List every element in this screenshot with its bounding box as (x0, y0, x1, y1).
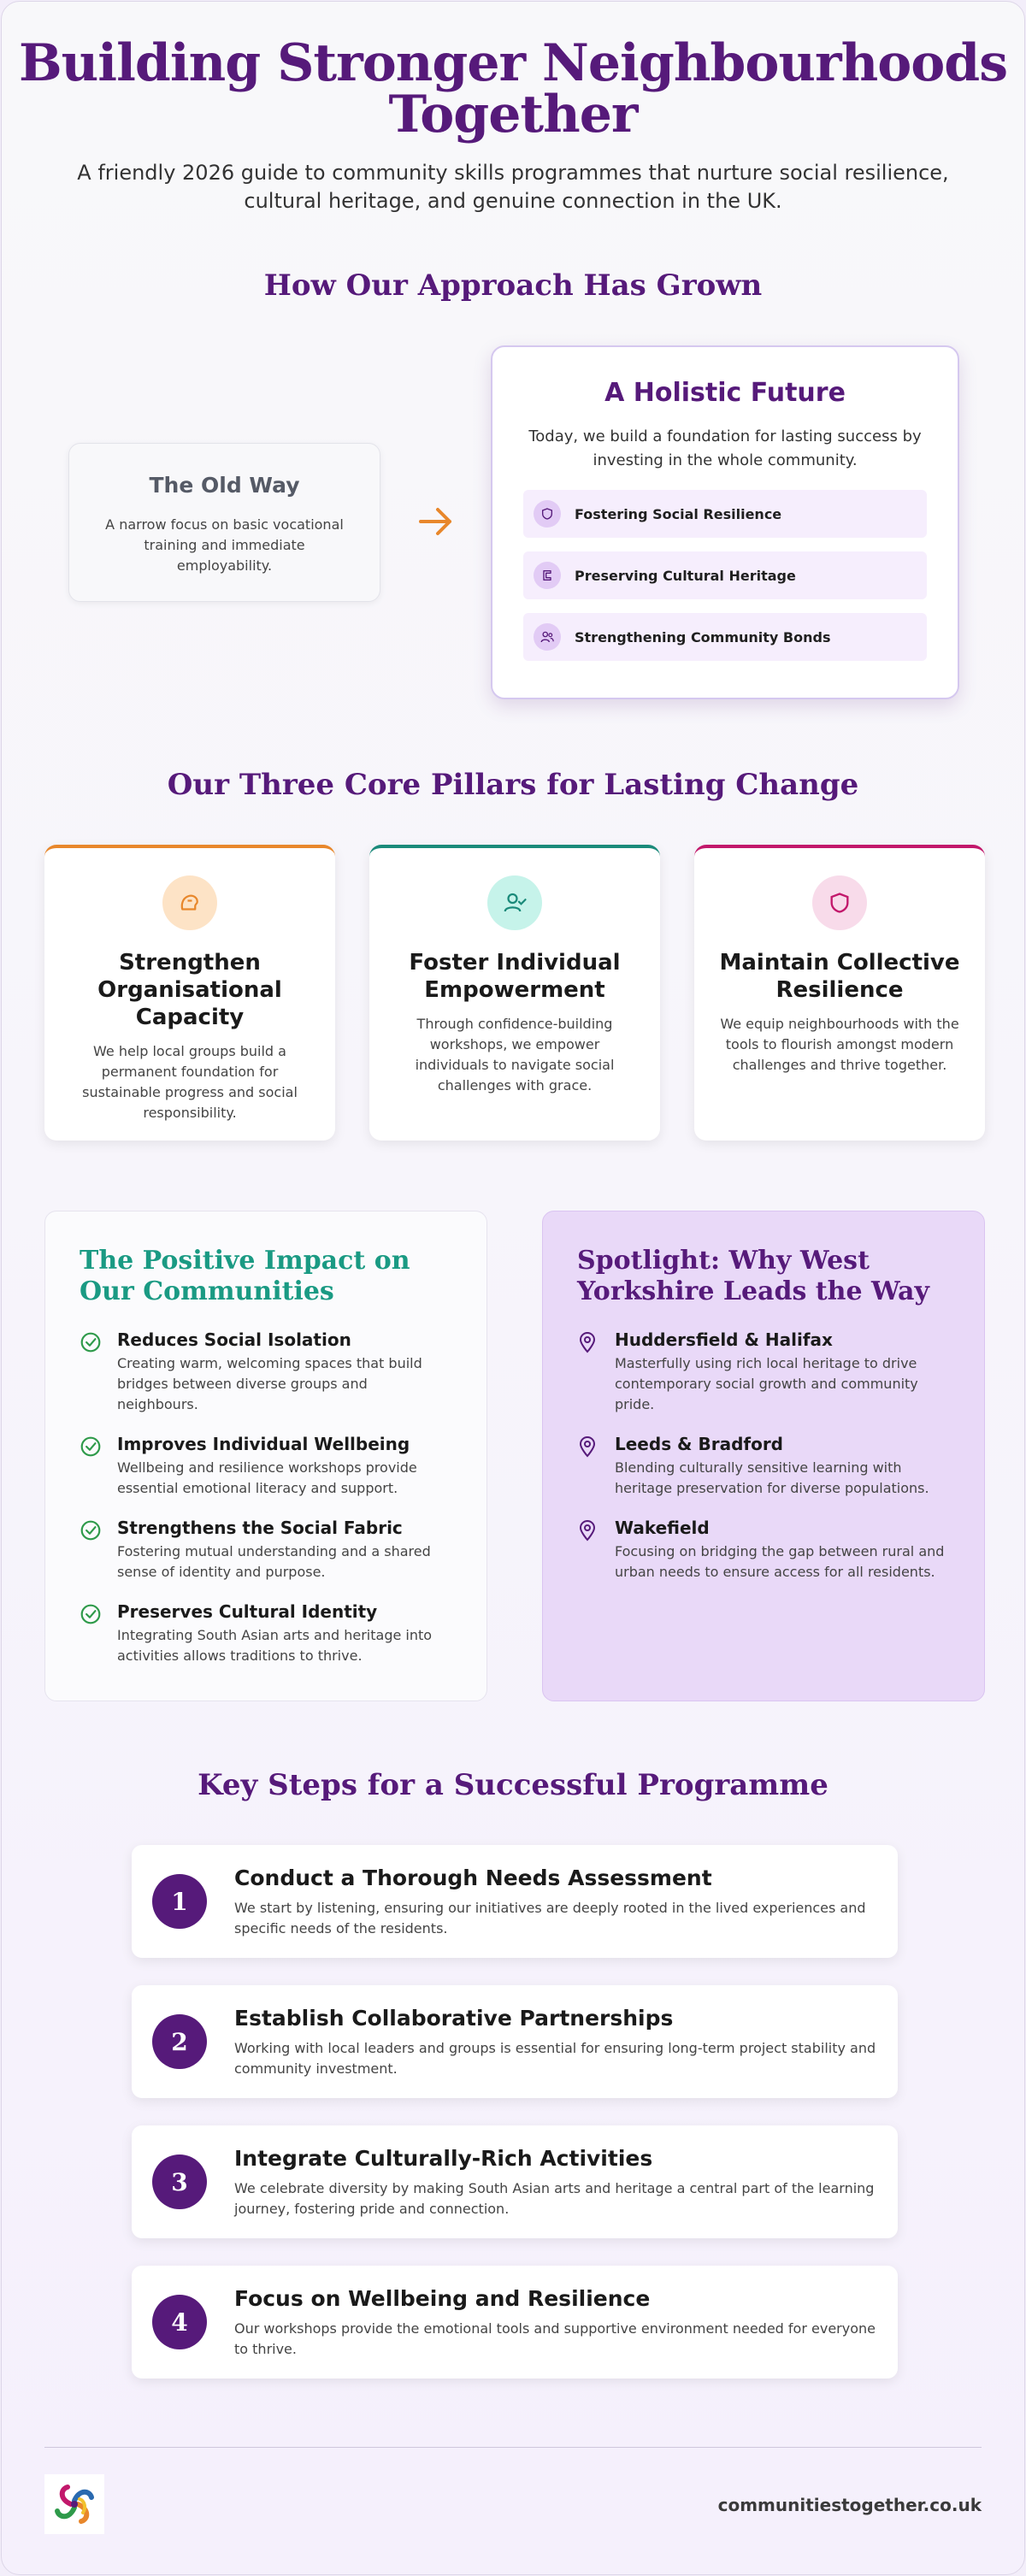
spotlight-item (577, 1329, 950, 1415)
pillar-title: Strengthen Organisational Capacity (97, 950, 282, 1030)
shield-icon (812, 875, 867, 930)
spotlight-item-title: Wakefield (615, 1518, 710, 1538)
map-pin-icon (577, 1434, 603, 1499)
impact-panel (44, 1211, 487, 1701)
holistic-future-title: A Holistic Future (604, 378, 846, 408)
impact-item-title: Strengthens the Social Fabric (117, 1518, 403, 1538)
page-title (2, 33, 1024, 144)
step-text: We start by listening, ensuring our initiatives are deeply rooted in the lived experiences and specific needs of the residents. (234, 1900, 866, 1936)
pillar-organisational-capacity (44, 845, 335, 1141)
pillar-text: We equip neighbourhoods with the tools to flourish amongst modern challenges and thrive together. (720, 1016, 959, 1073)
impact-item-title: Reduces Social Isolation (117, 1329, 351, 1350)
spotlight-item-title: Huddersfield & Halifax (615, 1329, 833, 1350)
impact-item-title: Improves Individual Wellbeing (117, 1434, 410, 1454)
user-check-icon (487, 875, 542, 930)
feature-label: Strengthening Community Bonds (575, 628, 831, 645)
impact-item-text: Wellbeing and resilience workshops provide essential emotional literacy and support. (117, 1459, 417, 1496)
impact-item (80, 1518, 452, 1583)
feature-cultural-heritage (523, 551, 927, 599)
holistic-future-card (491, 345, 959, 699)
impact-item-text: Integrating South Asian arts and heritage into activities allows traditions to thrive. (117, 1627, 433, 1664)
step-number: 4 (152, 2295, 207, 2349)
step-text: Working with local leaders and groups is essential for ensuring long-term project stability and community investment. (234, 2040, 876, 2077)
pillars-heading: Our Three Core Pillars for Lasting Change (167, 768, 859, 802)
steps-heading: Key Steps for a Successful Programme (198, 1768, 828, 1802)
impact-item-text: Creating warm, welcoming spaces that build bridges between diverse groups and neighbours. (117, 1355, 422, 1412)
pillar-title: Foster Individual Empowerment (409, 950, 621, 1003)
building-icon (162, 875, 217, 930)
step-text: We celebrate diversity by making South Asian arts and heritage a central part of the learning journey, fostering pride and connection. (234, 2180, 875, 2217)
holistic-future-text: Today, we build a foundation for lasting success by investing in the whole community. (528, 427, 922, 469)
step-card (132, 1985, 898, 2098)
shield-icon (534, 500, 561, 528)
impact-item (80, 1329, 452, 1415)
spotlight-item (577, 1434, 950, 1499)
spotlight-panel (542, 1211, 985, 1701)
title-line-1: Building Stronger Neighbourhoods (18, 33, 1008, 93)
old-way-text: A narrow focus on basic vocational training and immediate employability. (105, 516, 344, 574)
footer-divider (44, 2447, 982, 2448)
feature-label: Fostering Social Resilience (575, 505, 782, 522)
spotlight-item (577, 1518, 950, 1583)
spotlight-heading: Spotlight: Why West Yorkshire Leads the Way (577, 1246, 929, 1306)
check-circle-icon (80, 1518, 105, 1583)
infographic-page (1, 1, 1025, 2575)
impact-heading: The Positive Impact on Our Communities (80, 1246, 410, 1306)
check-circle-icon (80, 1329, 105, 1415)
old-way-card (68, 443, 380, 602)
users-icon (534, 623, 561, 651)
map-pin-icon (577, 1329, 603, 1415)
page-subtitle: A friendly 2026 guide to community skills programmes that nurture social resilience, cultural heritage, and genuine connection in the UK. (77, 161, 949, 213)
approach-heading: How Our Approach Has Grown (263, 268, 763, 303)
title-line-2: Together (388, 85, 638, 144)
step-number: 2 (152, 2014, 207, 2069)
scroll-icon (534, 562, 561, 589)
pillar-text: Through confidence-building workshops, we empower individuals to navigate social challenges with grace. (415, 1016, 615, 1093)
pillar-text: We help local groups build a permanent foundation for sustainable progress and social responsibility. (82, 1043, 298, 1121)
impact-item (80, 1601, 452, 1666)
step-card (132, 2266, 898, 2379)
step-text: Our workshops provide the emotional tools and supportive environment needed for everyone to thrive. (234, 2320, 876, 2357)
map-pin-icon (577, 1518, 603, 1583)
spotlight-item-title: Leeds & Bradford (615, 1434, 784, 1454)
step-title: Integrate Culturally-Rich Activities (234, 2146, 653, 2171)
step-card (132, 1845, 898, 1958)
website-url: communitiestogether.co.uk (717, 2495, 982, 2515)
pillar-title: Maintain Collective Resilience (719, 950, 960, 1003)
arrow-right-icon (416, 501, 457, 542)
spotlight-item-text: Focusing on bridging the gap between rural and urban needs to ensure access for all residents. (615, 1543, 945, 1580)
feature-community-bonds (523, 613, 927, 661)
pillar-collective-resilience (694, 845, 985, 1141)
impact-item (80, 1434, 452, 1499)
impact-item-text: Fostering mutual understanding and a shared sense of identity and purpose. (117, 1543, 431, 1580)
check-circle-icon (80, 1601, 105, 1666)
check-circle-icon (80, 1434, 105, 1499)
step-number: 3 (152, 2155, 207, 2209)
spotlight-item-text: Masterfully using rich local heritage to drive contemporary social growth and community pride. (615, 1355, 918, 1412)
feature-label: Preserving Cultural Heritage (575, 567, 796, 584)
pillar-individual-empowerment (369, 845, 660, 1141)
step-card (132, 2125, 898, 2238)
spotlight-item-text: Blending culturally sensitive learning with heritage preservation for diverse populations. (615, 1459, 929, 1496)
feature-social-resilience (523, 490, 927, 538)
step-title: Establish Collaborative Partnerships (234, 2006, 674, 2031)
step-title: Focus on Wellbeing and Resilience (234, 2286, 651, 2311)
step-title: Conduct a Thorough Needs Assessment (234, 1866, 712, 1890)
impact-item-title: Preserves Cultural Identity (117, 1601, 378, 1622)
community-logo-icon (44, 2474, 104, 2534)
step-number: 1 (152, 1874, 207, 1929)
old-way-title: The Old Way (149, 473, 300, 498)
